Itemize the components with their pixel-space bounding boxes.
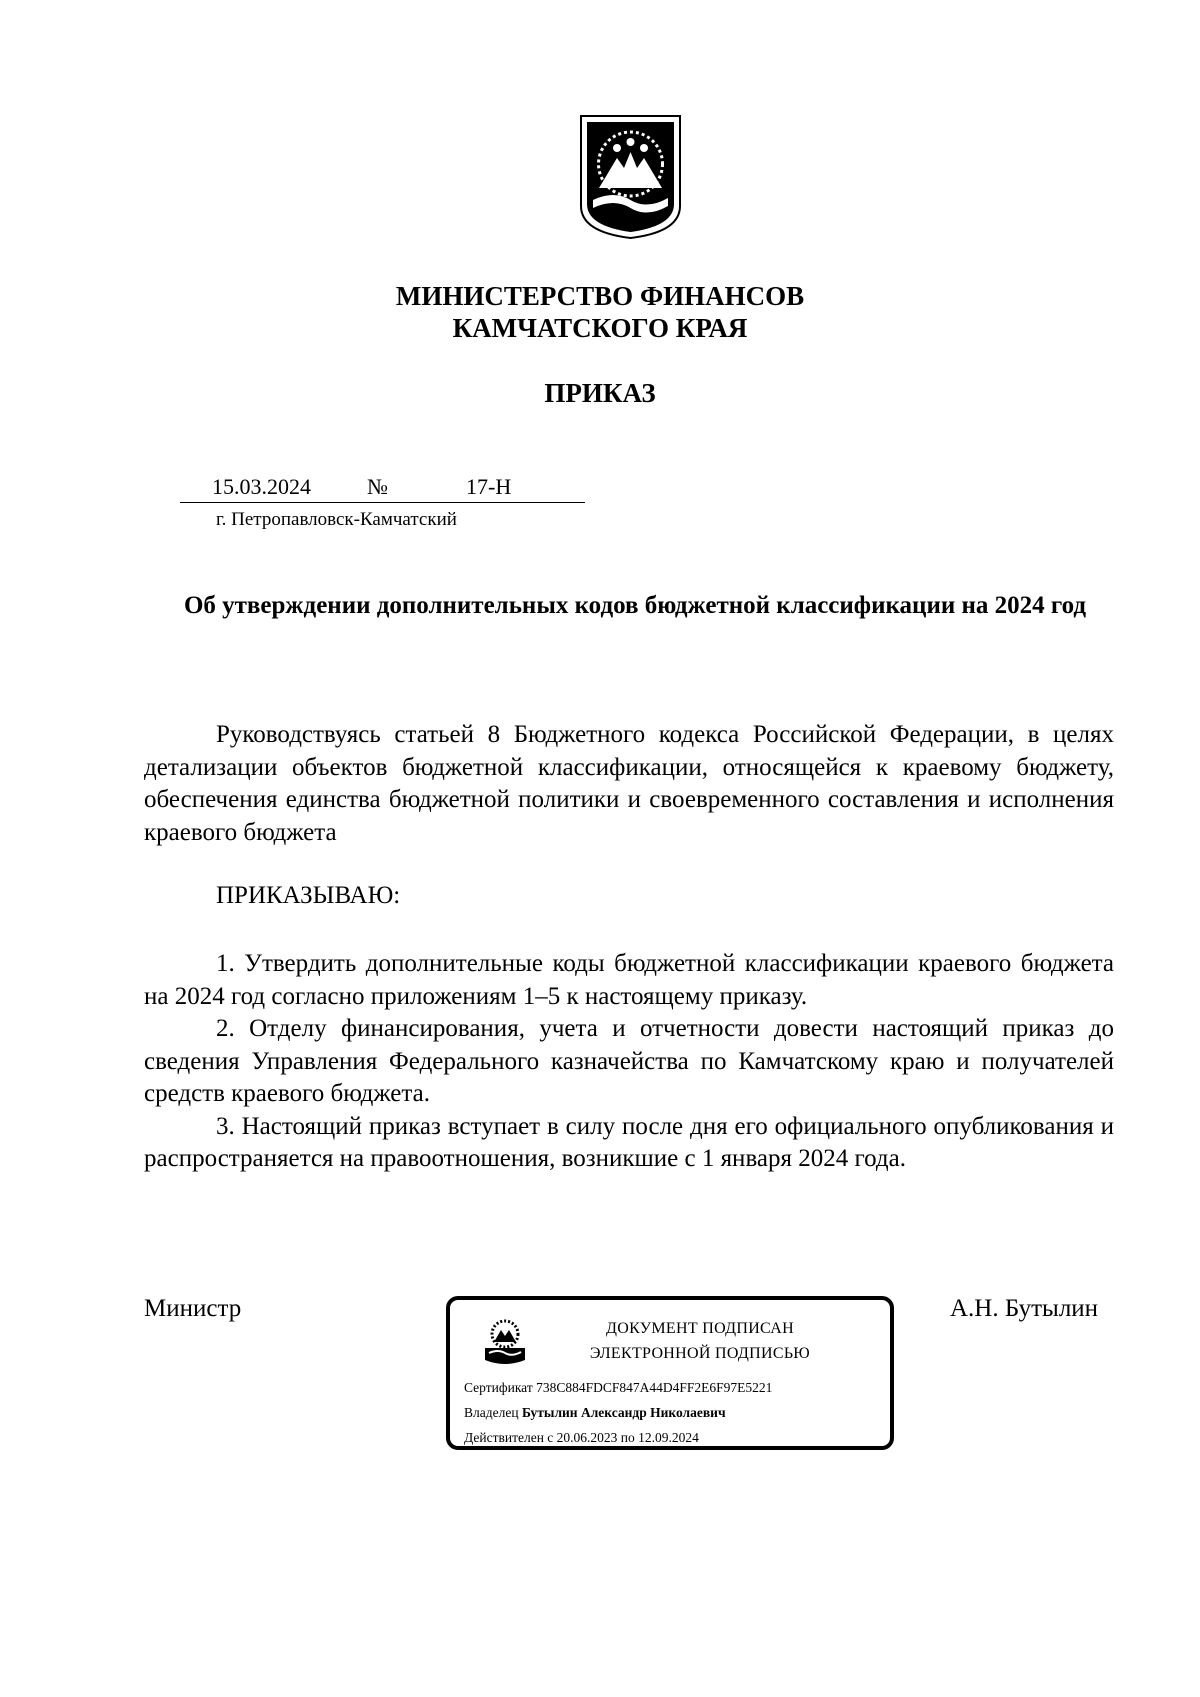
city: г. Петропавловск-Камчатский	[216, 509, 457, 530]
order-item-3: 3. Настоящий приказ вступает в силу после дня его официального опубликования и распространяется на правоотношения, возникшие с 1 января 2024 года.	[144, 1112, 1114, 1172]
preamble-paragraph: Руководствуясь статьей 8 Бюджетного кодекса Российской Федерации, в целях детализации объектов бюджетной классификации, относящейся к краевому бюджету, обеспечения единства бюджетной политики и своевременного составления и исполнения краевого бюджета	[144, 721, 1114, 846]
order-item-2: 2. Отделу финансирования, учета и отчетности довести настоящий приказ до сведения Управления Федерального казначейства по Камчатскому краю и получателей средств краевого бюджета.	[144, 1015, 1114, 1107]
order-number: 17-Н	[466, 474, 512, 499]
owner-label: Владелец	[464, 1405, 519, 1420]
valid-to-label: по	[620, 1430, 635, 1445]
orders-word: ПРИКАЗЫВАЮ:	[216, 882, 401, 909]
order-item-1: 1. Утвердить дополнительные коды бюджетной классификации краевого бюджета на 2024 год согласно приложениям 1–5 к настоящему приказу.	[144, 950, 1114, 1010]
electronic-signature-stamp	[446, 1296, 894, 1450]
stamp-title-line2: ЭЛЕКТРОННОЙ ПОДПИСЬЮ	[589, 1345, 811, 1362]
owner-value: Бутылин Александр Николаевич	[521, 1405, 726, 1420]
order-items	[144, 948, 1114, 1176]
order-date: 15.03.2024	[212, 474, 311, 499]
valid-to: 12.09.2024	[638, 1430, 699, 1445]
certificate-label: Сертификат	[464, 1380, 533, 1395]
stamp-validity	[464, 1430, 699, 1446]
ministry-line1: МИНИСТЕРСТВО ФИНАНСОВ	[395, 281, 805, 311]
order-subject: Об утверждении дополнительных кодов бюджетной классификации на 2024 год	[183, 592, 1087, 619]
stamp-owner	[464, 1405, 726, 1421]
coat-of-arms-icon	[579, 114, 682, 240]
certificate-value: 738C884FDCF847A44D4FF2E6F97E5221	[536, 1380, 773, 1395]
registration-line	[180, 474, 585, 503]
signer-name: А.Н. Бутылин	[950, 1295, 1099, 1322]
signer-role: Министр	[144, 1295, 242, 1322]
ministry-line2: КАМЧАТСКОГО КРАЯ	[452, 313, 748, 343]
stamp-title-line1: ДОКУМЕНТ ПОДПИСАН	[606, 1320, 794, 1337]
ministry-name	[0, 280, 1200, 344]
valid-from: 20.06.2023	[556, 1430, 618, 1445]
number-sign: №	[367, 474, 388, 499]
stamp-title	[550, 1316, 850, 1366]
stamp-emblem-icon	[480, 1316, 530, 1366]
valid-label: Действителен с	[464, 1430, 554, 1445]
document-type: ПРИКАЗ	[544, 378, 656, 408]
stamp-certificate	[464, 1380, 772, 1396]
